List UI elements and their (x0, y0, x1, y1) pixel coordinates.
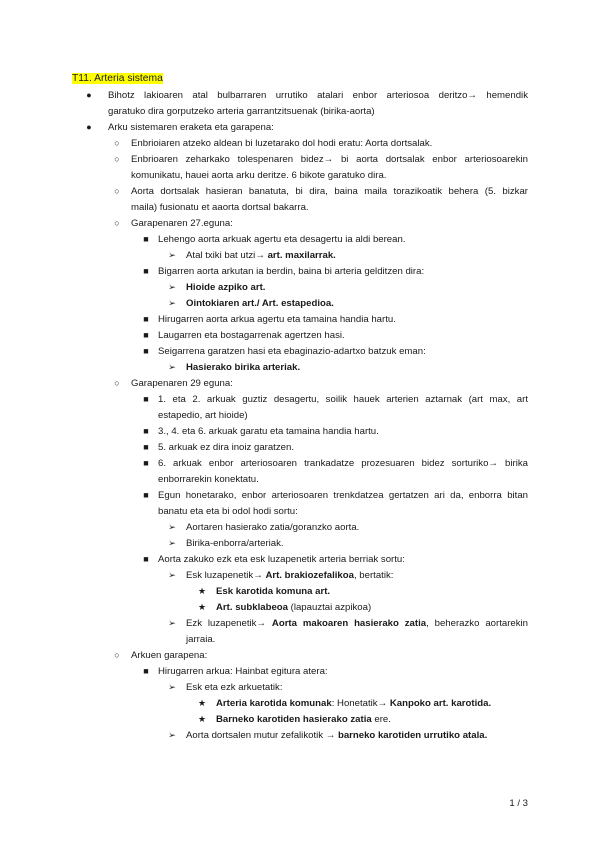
list-item-text: Aorta dortsalak hasieran banatuta, bi dira, baina maila torazikoatik behera (5. bizkar (131, 186, 528, 197)
title-highlight: T11. Arteria sistema (72, 73, 163, 84)
list-item-text: Hirugarren arkua: Hainbat egitura atera: (158, 666, 328, 677)
arrow-icon: ➢ (168, 538, 176, 548)
list-item-text: maila) fusionatu et aaorta dortsal bakarra. (131, 202, 309, 213)
bullet-l2: ○ (114, 650, 120, 660)
list-item-text: enborrarekin konektatu. (158, 474, 259, 485)
bullet-l3: ■ (143, 314, 149, 324)
arrow-icon: ➢ (168, 522, 176, 532)
bullet-l3: ■ (143, 490, 149, 500)
bullet-l3: ■ (143, 394, 149, 404)
list-item-text: Aorta dortsalen mutur zefalikotik → barneko karotiden urrutiko atala. (186, 730, 488, 741)
list-item-text: Lehengo aorta arkuak agertu eta desagertu ia aldi berean. (158, 234, 406, 245)
bullet-l2: ○ (114, 186, 120, 196)
list-item-text: 5. arkuak ez dira inoiz garatzen. (158, 442, 294, 453)
star-icon: ★ (197, 602, 207, 612)
list-item-text: Esk karotida komuna art. (216, 586, 331, 597)
bullet-l3: ■ (143, 554, 149, 564)
list-item-text: Egun honetarako, enbor arteriosoaren trenkdatzea gertatzen ari da, enborra bitan (158, 490, 528, 501)
star-icon: ★ (197, 714, 207, 724)
list-item-text: Ointokiaren art./ Art. estapedioa. (186, 298, 334, 309)
list-item-text: garatuko dira gorputzeko arteria garrantzitsuenak (birika-aorta) (108, 106, 375, 117)
list-item-text: Seigarrena garatzen hasi eta ebaginazio-adartxo batzuk eman: (158, 346, 426, 357)
bullet-l3: ■ (143, 442, 149, 452)
bullet-l3: ■ (143, 458, 149, 468)
arrow-icon: ➢ (168, 250, 176, 260)
list-item-text: Barneko karotiden hasierako zatia ere. (216, 714, 391, 725)
bullet-l2: ○ (114, 154, 120, 164)
list-item-text: Enbrioaren zeharkako tolespenaren bidez→ bi aorta dortsalak enbor arteriosoarekin (131, 154, 528, 165)
bullet-l3: ■ (143, 346, 149, 356)
bullet-l3: ■ (143, 426, 149, 436)
list-item-text: Hioide azpiko art. (186, 282, 266, 293)
list-item-text: Arteria karotida komunak: Honetatik→ Kanpoko art. karotida. (216, 698, 492, 709)
list-item-text: Laugarren eta bostagarrenak agertzen hasi. (158, 330, 345, 341)
list-item-text: Garapenaren 27.eguna: (131, 218, 233, 229)
list-item-text: 1. eta 2. arkuak guztiz desagertu, soilik hauek arterien aztarnak (art max, art (158, 394, 528, 405)
bullet-l3: ■ (143, 234, 149, 244)
list-item-text: Ezk luzapenetik→ Aorta makoaren hasierako zatia, beherazko aortarekin (186, 618, 528, 629)
list-item-text: Arku sistemaren eraketa eta garapena: (108, 122, 274, 133)
arrow-icon: ➢ (168, 570, 176, 580)
bullet-l2: ○ (114, 378, 120, 388)
list-item-text: 6. arkuak enbor arteriosoaren trankadatze prozesuaren bidez sorturiko→ birika (158, 458, 528, 469)
list-item-text: Birika-enborra/arteriak. (186, 538, 284, 549)
list-item-text: Esk eta ezk arkuetatik: (186, 682, 283, 693)
list-item-text: Garapenaren 29 eguna: (131, 378, 233, 389)
bullet-l1: ● (86, 122, 92, 132)
list-item-text: Aorta zakuko ezk eta esk luzapenetik arteria berriak sortu: (158, 554, 405, 565)
star-icon: ★ (197, 698, 207, 708)
bullet-l3: ■ (143, 666, 149, 676)
list-item-text: komunikatu, hauei aorta arku deritze. 6 bikote garatuko dira. (131, 170, 387, 181)
arrow-icon: ➢ (168, 282, 176, 292)
bullet-l2: ○ (114, 138, 120, 148)
arrow-icon: ➢ (168, 730, 176, 740)
list-item-text: banatu eta eta bi odol hodi sortu: (158, 506, 298, 517)
list-item-text: Aortaren hasierako zatia/goranzko aorta. (186, 522, 360, 533)
list-item-text: Arkuen garapena: (131, 650, 208, 661)
list-item-text: Hasierako birika arteriak. (186, 362, 301, 373)
arrow-icon: ➢ (168, 362, 176, 372)
list-item-text: Bihotz lakioaren atal bulbarraren urrutiko atalari enbor arteriosoa deritzo→ hemendik (108, 90, 528, 101)
list-item-text: estapedio, art hioide) (158, 410, 248, 421)
list-item-text: Esk luzapenetik→ Art. brakiozefalikoa, bertatik: (186, 570, 394, 581)
page-title (72, 72, 163, 85)
bullet-l3: ■ (143, 266, 149, 276)
page-number: 1 / 3 (509, 798, 528, 809)
list-item-text: 3., 4. eta 6. arkuak garatu eta tamaina handia hartu. (158, 426, 379, 437)
list-item-text: Enbrioiaren atzeko aldean bi luzetarako dol hodi eratu: Aorta dortsalak. (131, 138, 433, 149)
arrow-icon: ➢ (168, 682, 176, 692)
list-item-text: Hirugarren aorta arkua agertu eta tamaina handia hartu. (158, 314, 396, 325)
list-item-text: Atal txiki bat utzi→ art. maxilarrak. (186, 250, 336, 261)
arrow-icon: ➢ (168, 298, 176, 308)
bullet-l3: ■ (143, 330, 149, 340)
list-item-text: Art. subklabeoa (lapauztai azpikoa) (216, 602, 372, 613)
bullet-l1: ● (86, 90, 92, 100)
star-icon: ★ (197, 586, 207, 596)
list-item-text: jarraia. (186, 634, 216, 645)
arrow-icon: ➢ (168, 618, 176, 628)
list-item-text: Bigarren aorta arkutan ia berdin, baina bi arteria gelditzen dira: (158, 266, 425, 277)
bullet-l2: ○ (114, 218, 120, 228)
